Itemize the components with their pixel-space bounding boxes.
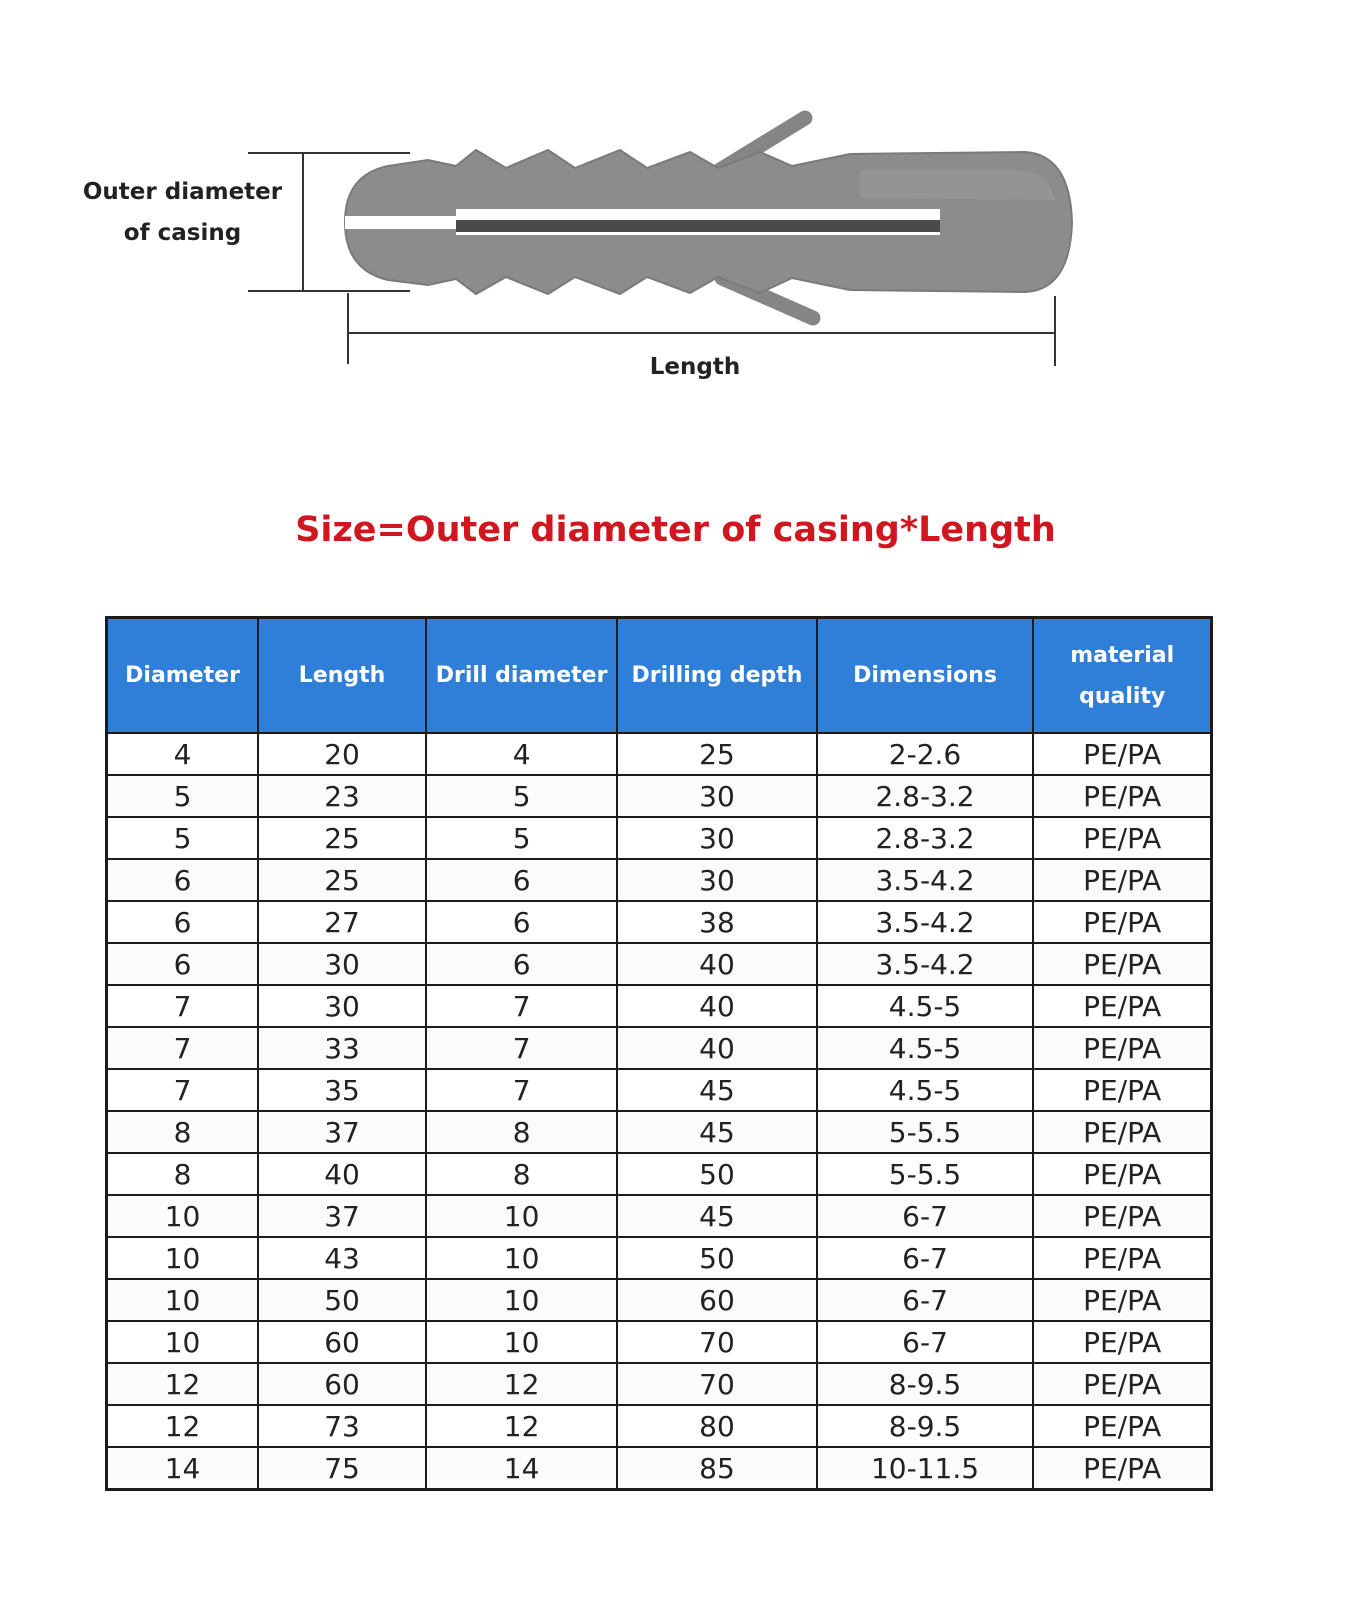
column-header-dimensions: Dimensions (817, 618, 1034, 734)
cell-drill-diameter: 5 (426, 775, 617, 817)
cell-length: 40 (258, 1153, 426, 1195)
table-row (107, 1321, 1212, 1363)
cell-drilling-depth: 30 (617, 775, 816, 817)
table-row (107, 817, 1212, 859)
column-header-drill-diameter: Drill diameter (426, 618, 617, 734)
cell-length: 75 (258, 1447, 426, 1490)
table-row (107, 943, 1212, 985)
table-row (107, 1069, 1212, 1111)
cell-diameter: 12 (107, 1363, 259, 1405)
cell-dimensions: 5-5.5 (817, 1111, 1034, 1153)
cell-drill-diameter: 10 (426, 1279, 617, 1321)
cell-drill-diameter: 14 (426, 1447, 617, 1490)
cell-length: 25 (258, 859, 426, 901)
cell-drilling-depth: 40 (617, 943, 816, 985)
cell-drilling-depth: 30 (617, 859, 816, 901)
cell-drill-diameter: 8 (426, 1111, 617, 1153)
cell-dimensions: 3.5-4.2 (817, 901, 1034, 943)
cell-drilling-depth: 40 (617, 985, 816, 1027)
cell-length: 60 (258, 1363, 426, 1405)
cell-drill-diameter: 12 (426, 1405, 617, 1447)
table-row (107, 1111, 1212, 1153)
cell-drill-diameter: 6 (426, 859, 617, 901)
cell-diameter: 10 (107, 1321, 259, 1363)
cell-drilling-depth: 70 (617, 1363, 816, 1405)
cell-diameter: 10 (107, 1195, 259, 1237)
column-header-diameter: Diameter (107, 618, 259, 734)
table-row (107, 1027, 1212, 1069)
cell-drilling-depth: 50 (617, 1153, 816, 1195)
cell-drilling-depth: 85 (617, 1447, 816, 1490)
cell-length: 43 (258, 1237, 426, 1279)
cell-drill-diameter: 10 (426, 1195, 617, 1237)
cell-dimensions: 6-7 (817, 1279, 1034, 1321)
anchor-diagram (0, 0, 1351, 470)
cell-diameter: 6 (107, 859, 259, 901)
cell-material-quality: PE/PA (1033, 1111, 1211, 1153)
cell-material-quality: PE/PA (1033, 775, 1211, 817)
cell-length: 25 (258, 817, 426, 859)
cell-material-quality: PE/PA (1033, 1321, 1211, 1363)
cell-length: 37 (258, 1195, 426, 1237)
cell-length: 20 (258, 733, 426, 775)
cell-drilling-depth: 40 (617, 1027, 816, 1069)
cell-drilling-depth: 45 (617, 1111, 816, 1153)
table-row (107, 859, 1212, 901)
table-row (107, 1195, 1212, 1237)
table-row (107, 1363, 1212, 1405)
table-row (107, 1153, 1212, 1195)
cell-length: 30 (258, 943, 426, 985)
table-body (107, 733, 1212, 1490)
table-row (107, 985, 1212, 1027)
cell-material-quality: PE/PA (1033, 1279, 1211, 1321)
cell-diameter: 7 (107, 1069, 259, 1111)
cell-material-quality: PE/PA (1033, 1363, 1211, 1405)
cell-drill-diameter: 4 (426, 733, 617, 775)
cell-dimensions: 8-9.5 (817, 1363, 1034, 1405)
cell-dimensions: 3.5-4.2 (817, 859, 1034, 901)
column-header-length: Length (258, 618, 426, 734)
cell-diameter: 4 (107, 733, 259, 775)
cell-dimensions: 6-7 (817, 1321, 1034, 1363)
column-header-drilling-depth: Drilling depth (617, 618, 816, 734)
table-row (107, 901, 1212, 943)
wall-plug-body (345, 118, 1072, 318)
cell-dimensions: 6-7 (817, 1195, 1034, 1237)
cell-drill-diameter: 10 (426, 1237, 617, 1279)
cell-dimensions: 2-2.6 (817, 733, 1034, 775)
cell-drill-diameter: 8 (426, 1153, 617, 1195)
cell-diameter: 10 (107, 1279, 259, 1321)
table-row (107, 775, 1212, 817)
cell-drilling-depth: 30 (617, 817, 816, 859)
cell-length: 60 (258, 1321, 426, 1363)
cell-length: 33 (258, 1027, 426, 1069)
cell-material-quality: PE/PA (1033, 1153, 1211, 1195)
table-row (107, 1447, 1212, 1490)
cell-material-quality: PE/PA (1033, 985, 1211, 1027)
cell-diameter: 5 (107, 775, 259, 817)
cell-dimensions: 2.8-3.2 (817, 775, 1034, 817)
cell-length: 37 (258, 1111, 426, 1153)
cell-material-quality: PE/PA (1033, 817, 1211, 859)
size-formula-title: Size=Outer diameter of casing*Length (295, 510, 1056, 550)
cell-drilling-depth: 50 (617, 1237, 816, 1279)
cell-length: 50 (258, 1279, 426, 1321)
cell-dimensions: 10-11.5 (817, 1447, 1034, 1490)
cell-drilling-depth: 80 (617, 1405, 816, 1447)
cell-length: 73 (258, 1405, 426, 1447)
cell-diameter: 5 (107, 817, 259, 859)
cell-drilling-depth: 45 (617, 1195, 816, 1237)
cell-drilling-depth: 45 (617, 1069, 816, 1111)
cell-material-quality: PE/PA (1033, 859, 1211, 901)
specification-table (105, 616, 1213, 1491)
cell-dimensions: 5-5.5 (817, 1153, 1034, 1195)
cell-material-quality: PE/PA (1033, 901, 1211, 943)
cell-drilling-depth: 60 (617, 1279, 816, 1321)
cell-dimensions: 4.5-5 (817, 1027, 1034, 1069)
table-row (107, 1279, 1212, 1321)
length-label: Length (649, 354, 741, 380)
cell-diameter: 6 (107, 943, 259, 985)
cell-material-quality: PE/PA (1033, 1447, 1211, 1490)
cell-material-quality: PE/PA (1033, 1195, 1211, 1237)
table-row (107, 1237, 1212, 1279)
table-row (107, 733, 1212, 775)
cell-diameter: 7 (107, 985, 259, 1027)
cell-dimensions: 8-9.5 (817, 1405, 1034, 1447)
cell-length: 27 (258, 901, 426, 943)
cell-length: 35 (258, 1069, 426, 1111)
cell-drill-diameter: 7 (426, 985, 617, 1027)
cell-drill-diameter: 12 (426, 1363, 617, 1405)
cell-material-quality: PE/PA (1033, 733, 1211, 775)
cell-dimensions: 4.5-5 (817, 1069, 1034, 1111)
outer-diameter-label: Outer diameter of casing (82, 179, 283, 246)
cell-diameter: 8 (107, 1111, 259, 1153)
cell-drill-diameter: 7 (426, 1069, 617, 1111)
cell-drilling-depth: 38 (617, 901, 816, 943)
cell-diameter: 6 (107, 901, 259, 943)
cell-dimensions: 6-7 (817, 1237, 1034, 1279)
cell-dimensions: 4.5-5 (817, 985, 1034, 1027)
cell-length: 23 (258, 775, 426, 817)
cell-drill-diameter: 7 (426, 1027, 617, 1069)
cell-drill-diameter: 5 (426, 817, 617, 859)
cell-diameter: 7 (107, 1027, 259, 1069)
cell-material-quality: PE/PA (1033, 1027, 1211, 1069)
cell-material-quality: PE/PA (1033, 943, 1211, 985)
cell-diameter: 8 (107, 1153, 259, 1195)
cell-material-quality: PE/PA (1033, 1405, 1211, 1447)
cell-dimensions: 3.5-4.2 (817, 943, 1034, 985)
cell-drilling-depth: 70 (617, 1321, 816, 1363)
cell-diameter: 14 (107, 1447, 259, 1490)
cell-dimensions: 2.8-3.2 (817, 817, 1034, 859)
table-row (107, 1405, 1212, 1447)
cell-drill-diameter: 6 (426, 943, 617, 985)
cell-drill-diameter: 6 (426, 901, 617, 943)
cell-length: 30 (258, 985, 426, 1027)
table-header-row (107, 618, 1212, 734)
cell-drilling-depth: 25 (617, 733, 816, 775)
cell-material-quality: PE/PA (1033, 1237, 1211, 1279)
cell-material-quality: PE/PA (1033, 1069, 1211, 1111)
cell-diameter: 12 (107, 1405, 259, 1447)
cell-drill-diameter: 10 (426, 1321, 617, 1363)
column-header-material-quality: material quality (1033, 618, 1211, 734)
cell-diameter: 10 (107, 1237, 259, 1279)
